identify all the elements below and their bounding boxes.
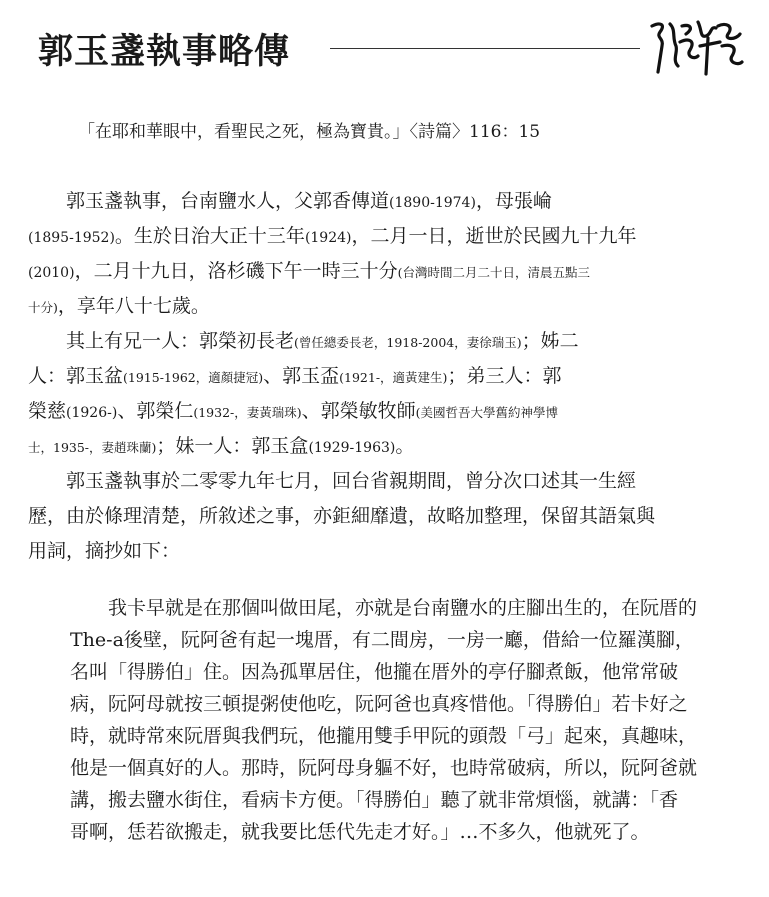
text-run: ；妹一人：郭玉盒 (156, 435, 309, 457)
narrative-line: 病，阮阿母就按三頓提粥使他吃，阮阿爸也真疼惜他。「得勝伯」若卡好之 (70, 693, 688, 715)
narrative-line: 哥啊，恁若欲搬走，就我要比恁代先走才好。」…不多久，他就死了。 (70, 821, 650, 843)
text-line (28, 499, 748, 534)
narrative-line: 他是一個真好的人。那時，阮阿母身軀不好，也時常破病，所以，阮阿爸就 (70, 757, 698, 779)
text-run: 。 (395, 435, 415, 457)
text-run: 其上有兄一人：郭榮初長老 (66, 330, 295, 352)
text-run: ，二月十九日，洛杉磯下午一時三十分 (74, 260, 398, 282)
header (38, 22, 748, 74)
narrative-line: The-a後壁，阮阿爸有起一塊厝，有二間房，一房一廳，借給一位羅漢腳， (70, 629, 694, 651)
text-annotation: (1915-1962，適顏捷冠) (123, 370, 264, 385)
text-line (28, 359, 748, 394)
text-line (28, 464, 748, 499)
title-rule (330, 48, 640, 49)
narrative-line: 時，就時常來阮厝與我們玩，他攏用雙手甲阮的頭殼「弓」起來，真趣味， (70, 725, 698, 747)
text-annotation: (1890-1974) (389, 195, 476, 211)
text-line (28, 184, 748, 219)
text-line (28, 254, 748, 289)
text-annotation: (台灣時間二月二十日，清晨五點三 (397, 265, 590, 280)
text-annotation: 士，1935-，妻趙珠蘭) (28, 440, 157, 455)
text-annotation: (1895-1952) (28, 230, 115, 246)
text-line (28, 534, 748, 569)
text-run: ；弟三人：郭 (447, 365, 562, 387)
text-annotation: (1926-) (66, 405, 118, 421)
text-annotation: (1921-，適黃建生) (339, 370, 448, 385)
text-annotation: (1924) (304, 230, 352, 246)
page-title: 郭玉盞執事略傳 (38, 32, 291, 72)
text-run: 。生於日治大正十三年 (114, 225, 305, 247)
text-line (28, 394, 748, 429)
narrative-line: 我卡早就是在那個叫做田尾，亦就是台南鹽水的庄腳出生的，在阮厝的 (108, 597, 698, 619)
text-line (28, 324, 748, 359)
text-annotation: (1932-，妻黃瑞珠) (193, 405, 302, 420)
biography-body (28, 184, 748, 569)
narrative-line: 名叫「得勝伯」住。因為孤單居住，他攏在厝外的亭仔腳煮飯，他常常破 (70, 661, 679, 683)
text-run: 、郭榮仁 (117, 400, 194, 422)
text-run: ；姊二 (521, 330, 579, 352)
text-run: 、郭玉盃 (263, 365, 340, 387)
text-annotation: 十分) (28, 300, 58, 315)
text-run: 郭玉盞執事於二零零九年七月，回台省親期間，曾分次口述其一生經 (66, 470, 637, 492)
text-run: 人：郭玉盆 (28, 365, 124, 387)
text-run: 、郭榮敏牧師 (301, 400, 416, 422)
text-run: ，享年八十七歲。 (57, 295, 210, 317)
text-run: ，二月一日，逝世於民國九十九年 (351, 225, 637, 247)
text-run: 榮慈 (28, 400, 67, 422)
text-run: 用詞，摘抄如下： (28, 540, 181, 562)
text-annotation: (曾任總委長老，1918-2004，妻徐瑞玉) (294, 335, 522, 350)
narrative-line: 講，搬去鹽水街住，看病卡方便。「得勝伯」聽了就非常煩惱，就講：「香 (70, 789, 679, 811)
text-run: ，母張崘 (475, 190, 552, 212)
text-run: 歷，由於條理清楚，所敘述之事，亦鉅細靡遺，故略加整理，保留其語氣與 (28, 505, 656, 527)
text-annotation: (2010) (28, 265, 75, 281)
text-line (28, 289, 748, 324)
scripture-quote: 「在耶和華眼中，看聖民之死，極為寶貴。」〈詩篇〉116：15 (78, 122, 541, 142)
text-annotation: (1929-1963) (308, 440, 396, 456)
text-run: 郭玉盞執事，台南鹽水人，父郭香傳道 (66, 190, 390, 212)
text-line (28, 429, 748, 464)
signature-logo (646, 16, 746, 78)
narrative-block (70, 592, 750, 848)
text-line (28, 219, 748, 254)
text-annotation: (美國哲吾大學舊約神學博 (415, 405, 559, 420)
